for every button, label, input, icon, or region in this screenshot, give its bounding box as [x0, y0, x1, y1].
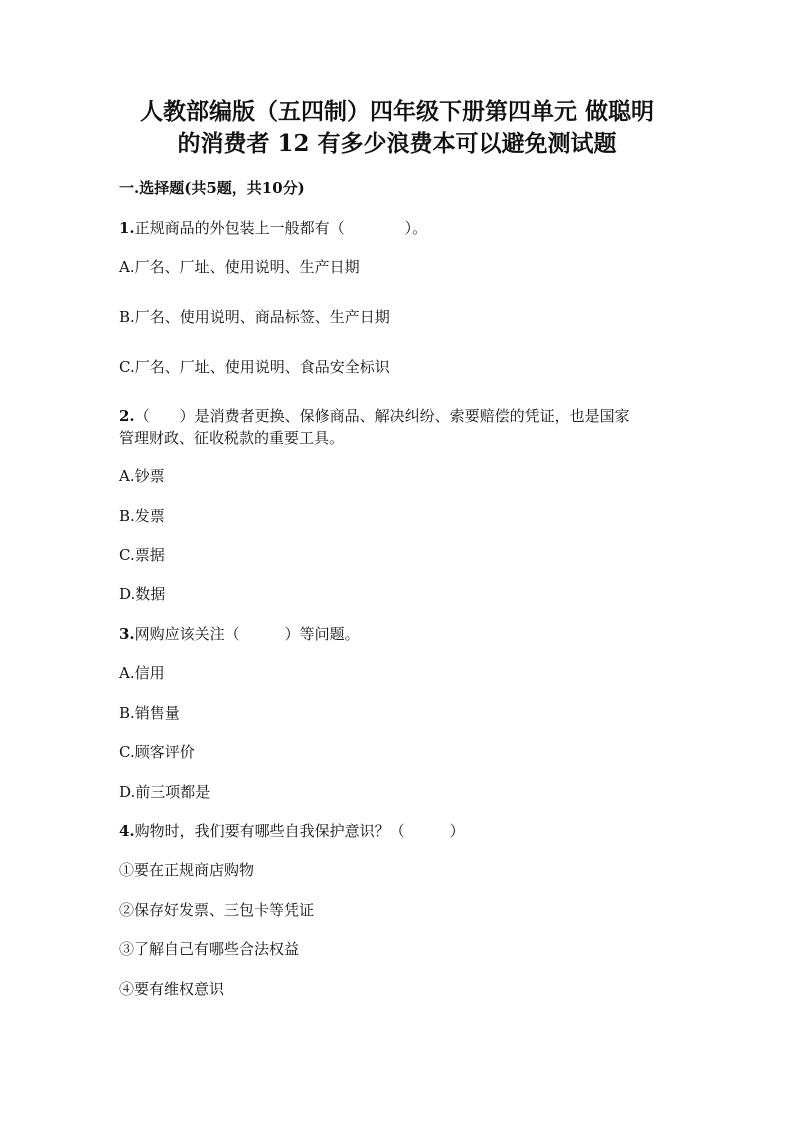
question-2-option-c: C.票据: [119, 546, 165, 564]
question-3-option-a: A.信用: [119, 664, 165, 682]
question-1-option-b: B.厂名、使用说明、商品标签、生产日期: [119, 308, 390, 326]
question-4-text: 购物时，我们要有哪些自我保护意识？（ ）: [134, 822, 465, 840]
question-4-stem: [119, 821, 465, 841]
page-title-line-2: 的消费者 12 有多少浪费本可以避免测试题: [177, 130, 617, 157]
question-1-number: 1.: [119, 219, 135, 237]
question-2-number: 2.: [119, 407, 135, 425]
question-4-statement-1: ①要在正规商店购物: [119, 861, 255, 879]
question-4-statement-4: ④要有维权意识: [119, 980, 225, 998]
question-2-text-line-1: （ ）是消费者更换、保修商品、解决纠纷、索要赔偿的凭证，也是国家: [134, 407, 630, 425]
question-3-option-b: B.销售量: [119, 704, 180, 722]
page-title-line-1: 人教部编版（五四制）四年级下册第四单元 做聪明: [139, 98, 654, 125]
question-2-option-b: B.发票: [119, 507, 165, 525]
question-3-option-d: D.前三项都是: [119, 783, 211, 801]
question-2-text-line-2: 管理财政、征收税款的重要工具。: [119, 429, 345, 447]
section-heading: 一.选择题(共5题，共10分): [119, 179, 305, 197]
question-3-stem: [119, 624, 360, 644]
question-3-number: 3.: [119, 625, 135, 643]
question-2-option-d: D.数据: [119, 585, 166, 603]
question-1-option-a: A.厂名、厂址、使用说明、生产日期: [119, 258, 360, 276]
question-3-text: 网购应该关注（ ）等问题。: [134, 625, 360, 643]
question-1-stem: [119, 218, 427, 238]
question-1-text: 正规商品的外包装上一般都有（ ）。: [134, 219, 428, 237]
question-4-statement-3: ③了解自己有哪些合法权益: [119, 940, 300, 958]
question-2-option-a: A.钞票: [119, 467, 165, 485]
question-4-number: 4.: [119, 822, 135, 840]
question-3-option-c: C.顾客评价: [119, 743, 195, 761]
question-1-option-c: C.厂名、厂址、使用说明、食品安全标识: [119, 358, 390, 376]
question-2-stem: [119, 406, 630, 426]
question-4-statement-2: ②保存好发票、三包卡等凭证: [119, 901, 315, 919]
